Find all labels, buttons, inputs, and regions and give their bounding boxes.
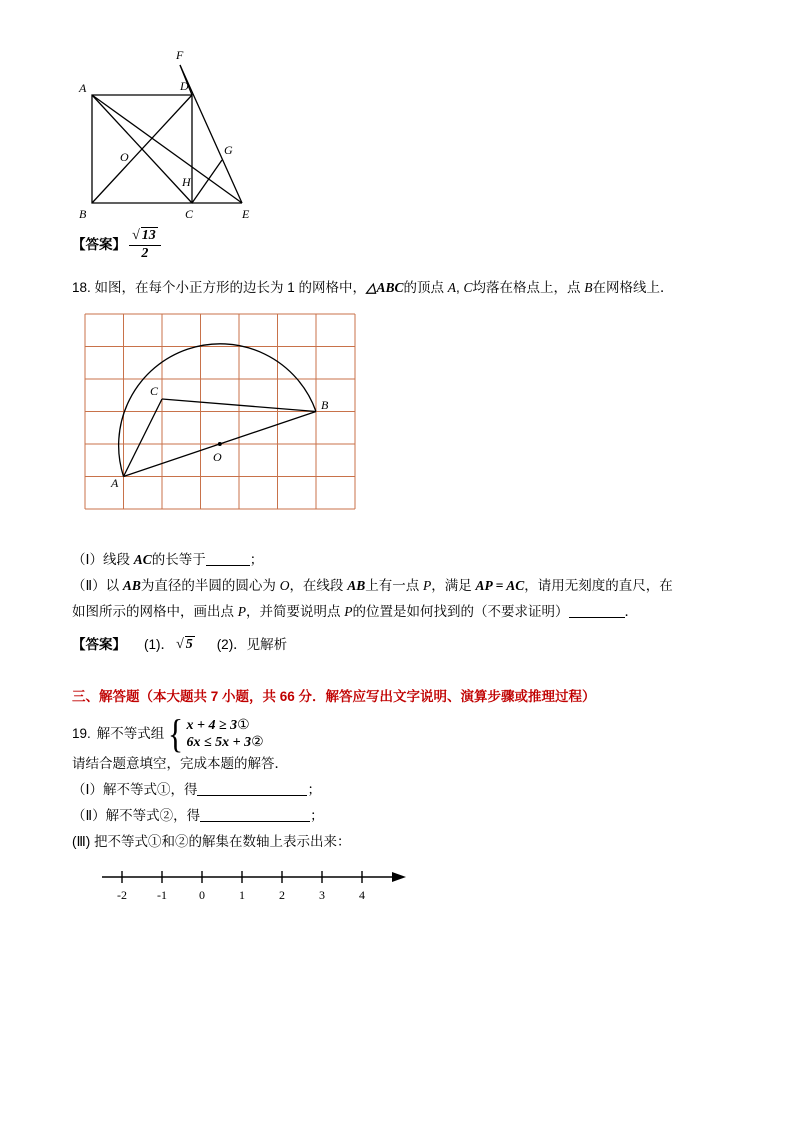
question-19-line2: 请结合题意填空，完成本题的解答．	[72, 756, 288, 772]
answer-blank-1[interactable]	[206, 552, 250, 566]
answer-17	[72, 229, 722, 261]
figure-label-B: B	[79, 207, 87, 221]
tick-label-5: 3	[319, 888, 325, 903]
grid-label-B: B	[321, 398, 329, 413]
inequality-rows	[186, 717, 263, 751]
page-content	[72, 40, 722, 907]
figure-17	[72, 40, 722, 225]
tick-label-1: -1	[157, 888, 167, 903]
question-18-stem	[72, 275, 722, 301]
section-3-heading: 三、解答题（本大题共 7 小题，共 66 分．解答应写出文字说明、演算步骤或推理过程）	[72, 689, 596, 705]
question-18-part-2	[72, 573, 722, 599]
figure-label-E: E	[242, 207, 250, 221]
inequality-system	[166, 711, 264, 757]
q19-p2-end: ；	[310, 808, 324, 824]
q18-p2-a: （Ⅱ）以	[72, 578, 123, 594]
q18-point-o: O	[279, 578, 290, 594]
question-19-part-2	[72, 803, 722, 829]
q18-text-2: 的顶点	[403, 280, 448, 296]
q19-p1-text: （Ⅰ）解不等式①，得	[72, 782, 198, 798]
answer-18-label: 【答案】	[72, 637, 126, 653]
quadrilateral-diagonals-svg	[72, 40, 332, 225]
figure-label-F: F	[176, 48, 184, 62]
question-19-stem	[72, 711, 722, 757]
q19-number: 19.	[72, 726, 91, 742]
grid-semicircle-svg	[80, 309, 360, 539]
answer-blank-3[interactable]	[197, 782, 307, 796]
answer-blank-4[interactable]	[200, 808, 310, 822]
q18-text-1: 如图，在每个小正方形的边长为 1 的网格中，	[94, 280, 367, 296]
tick-label-0: -2	[117, 888, 127, 903]
answer-18-item-1-prefix: (1)．	[144, 637, 174, 653]
inequality-2: 6x ≤ 5x + 3②	[186, 735, 264, 751]
answer-18-sqrt5: √ 5	[176, 637, 193, 653]
q18-triangle-abc: △ABC	[366, 280, 404, 296]
q18-p2-l2-b: ，并简要说明点	[246, 604, 345, 620]
tick-label-3: 1	[239, 888, 245, 903]
figure-label-G: G	[224, 143, 233, 157]
answer-label: 【答案】	[72, 237, 126, 253]
q18-p2-c: ，在线段	[289, 578, 348, 594]
q18-p2-f: ，请用无刻度的直尺，在	[524, 578, 673, 594]
number-line-svg	[92, 861, 422, 907]
q18-p2-l2-a: 如图所示的网格中，画出点	[72, 604, 238, 620]
q18-point-p-3: P	[344, 604, 353, 620]
q18-point-p: P	[422, 578, 432, 594]
sqrt-symbol: √ 13	[132, 228, 156, 243]
figure-label-D: D	[180, 79, 189, 93]
answer-blank-2[interactable]	[569, 604, 625, 618]
figure-label-O: O	[120, 150, 129, 164]
q18-segment-ab: AB	[122, 578, 141, 594]
fraction-sqrt13-over-2	[129, 229, 161, 261]
q18-segment-ab-2: AB	[347, 578, 366, 594]
q18-text-4: 在网格线上．	[592, 280, 674, 296]
q18-p1-suffix: 的长等于	[151, 552, 206, 568]
q18-point-p-2: P	[237, 604, 247, 620]
inequality-1: x + 4 ≥ 3①	[186, 718, 250, 734]
q18-vertex-a: A	[447, 280, 456, 296]
q18-comma: ,	[455, 280, 464, 296]
figure-label-H: H	[182, 175, 191, 189]
question-18-part-2-line2	[72, 599, 722, 625]
left-brace: {	[168, 711, 184, 757]
fraction-denominator: 2	[141, 245, 149, 261]
figure-label-A: A	[79, 81, 87, 95]
grid-label-O: O	[213, 450, 222, 465]
q18-vertex-b: B	[584, 280, 593, 296]
q18-text-3: 均落在格点上，点	[472, 280, 585, 296]
q18-p2-l2-end: ．	[624, 604, 639, 620]
answer-18	[72, 635, 722, 655]
figure-18	[80, 309, 722, 539]
tick-label-6: 4	[359, 888, 365, 903]
figure-label-C: C	[185, 207, 194, 221]
question-19-part-1	[72, 777, 722, 803]
q18-vertex-c: C	[463, 280, 473, 296]
q18-p1-prefix: （Ⅰ）线段	[72, 552, 134, 568]
q18-p2-b: 为直径的半圆的圆心为	[140, 578, 280, 594]
fraction-numerator	[129, 229, 161, 246]
answer-18-item-2: (2)．见解析	[216, 637, 288, 653]
q19-p2-text: （Ⅱ）解不等式②，得	[72, 808, 201, 824]
q18-equation-ap-ac: AP = AC	[475, 578, 525, 594]
q18-p1-end: ；	[249, 552, 264, 568]
q18-p2-d: 上有一点	[365, 578, 423, 594]
question-19-part-3: (Ⅲ) 把不等式①和②的解集在数轴上表示出来：	[72, 834, 351, 850]
q18-p2-e: ，满足	[431, 578, 476, 594]
grid-label-C: C	[150, 384, 159, 399]
question-18-part-1	[72, 547, 722, 573]
q18-number: 18.	[72, 280, 91, 296]
tick-label-2: 0	[199, 888, 205, 903]
number-line-figure	[92, 861, 722, 907]
q19-p1-end: ；	[307, 782, 321, 798]
grid-label-A: A	[111, 476, 119, 491]
q19-lead: 解不等式组	[96, 726, 165, 742]
q18-segment-ac: AC	[133, 552, 152, 568]
q18-p2-l2-c: 的位置是如何找到的（不要求证明）	[352, 604, 569, 620]
tick-label-4: 2	[279, 888, 285, 903]
